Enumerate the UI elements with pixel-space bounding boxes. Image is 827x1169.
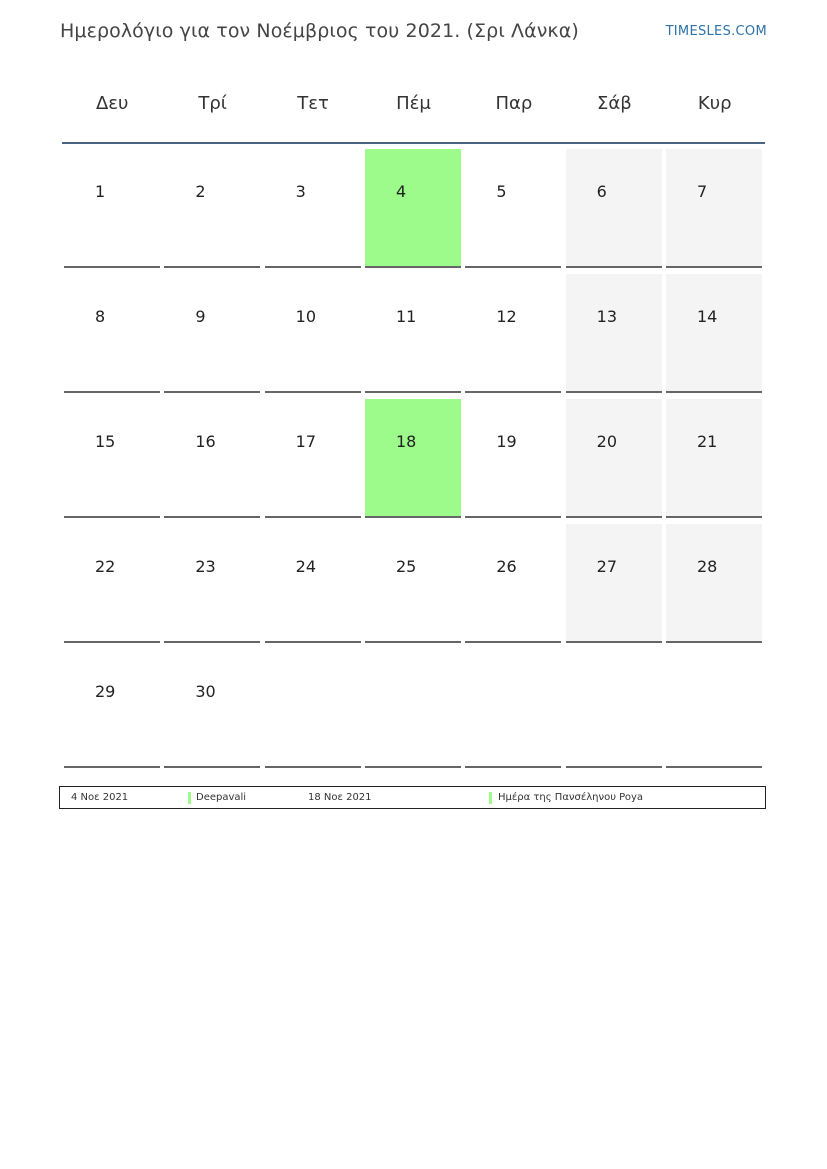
day-number: 27 [596, 557, 617, 576]
day-cell-13 [566, 274, 662, 393]
weekday-sun: Κυρ [697, 93, 732, 114]
day-cell-4 [365, 149, 461, 268]
day-number: 29 [95, 682, 116, 701]
brand-link[interactable]: TIMESLES.COM [665, 24, 767, 39]
day-cell-18 [365, 399, 461, 518]
weekday-wed: Τετ [297, 93, 329, 114]
legend-holiday-name-1: Deepavali [196, 792, 247, 803]
day-cell-1 [64, 149, 160, 268]
day-number: 1 [95, 182, 106, 201]
day-cell-11 [365, 274, 461, 393]
day-cell-9 [164, 274, 260, 393]
day-number: 26 [496, 557, 517, 576]
day-cell-7 [666, 149, 762, 268]
day-cell-6 [566, 149, 662, 268]
day-cell-29 [64, 649, 160, 768]
day-number: 5 [496, 182, 507, 201]
day-cell-17 [265, 399, 361, 518]
day-cell-22 [64, 524, 160, 643]
day-number: 15 [95, 432, 116, 451]
day-cell-16 [164, 399, 260, 518]
weekday-tue: Τρί [198, 93, 227, 114]
day-cell-empty [365, 649, 461, 768]
day-cell-14 [666, 274, 762, 393]
day-number: 11 [395, 307, 417, 326]
weekday-mon: Δευ [95, 93, 129, 114]
day-number: 3 [295, 182, 306, 201]
weekday-header [62, 70, 765, 144]
day-number: 30 [195, 682, 216, 701]
day-number: 19 [496, 432, 517, 451]
day-cell-3 [265, 149, 361, 268]
day-cell-25 [365, 524, 461, 643]
legend-holiday-name-2: Ημέρα της Πανσέληνου Poya [498, 792, 644, 803]
day-number: 25 [395, 557, 417, 576]
holiday-legend [59, 786, 766, 809]
legend-color-marker-2 [489, 792, 492, 804]
day-cell-30 [164, 649, 260, 768]
day-cell-26 [465, 524, 561, 643]
legend-date-1: 4 Νοε 2021 [71, 792, 129, 803]
day-cell-empty [265, 649, 361, 768]
day-cell-12 [465, 274, 561, 393]
weekday-sat: Σάβ [596, 93, 632, 114]
day-number: 2 [195, 182, 206, 201]
day-number: 28 [696, 557, 718, 576]
day-cell-27 [566, 524, 662, 643]
day-cell-empty [566, 649, 662, 768]
day-number: 22 [95, 557, 116, 576]
day-number: 9 [195, 307, 206, 326]
legend-date-2: 18 Νοε 2021 [308, 792, 372, 803]
day-cell-24 [265, 524, 361, 643]
day-number: 21 [696, 432, 718, 451]
day-number: 18 [395, 432, 417, 451]
day-number: 20 [596, 432, 617, 451]
day-number: 17 [295, 432, 317, 451]
day-cell-20 [566, 399, 662, 518]
day-cell-empty [666, 649, 762, 768]
day-cell-10 [265, 274, 361, 393]
day-number: 12 [496, 307, 517, 326]
weekday-fri: Παρ [495, 93, 533, 114]
day-cell-15 [64, 399, 160, 518]
day-cell-19 [465, 399, 561, 518]
day-cell-23 [164, 524, 260, 643]
day-number: 14 [696, 307, 718, 326]
day-cell-8 [64, 274, 160, 393]
day-cell-21 [666, 399, 762, 518]
day-cell-5 [465, 149, 561, 268]
day-number: 10 [295, 307, 317, 326]
day-number: 6 [596, 182, 607, 201]
day-number: 4 [395, 182, 407, 201]
day-number: 16 [195, 432, 216, 451]
day-number: 24 [295, 557, 317, 576]
page-title: Ημερολόγιο για τον Νοέμβριος του 2021. (Σρι Λάνκα) [60, 20, 579, 42]
day-cell-empty [465, 649, 561, 768]
day-cell-28 [666, 524, 762, 643]
weekday-thu: Πέμ [396, 93, 431, 114]
day-number: 13 [596, 307, 617, 326]
day-cell-2 [164, 149, 260, 268]
legend-color-marker-1 [188, 792, 191, 804]
day-number: 7 [696, 182, 708, 201]
day-number: 8 [95, 307, 106, 326]
day-number: 23 [195, 557, 216, 576]
